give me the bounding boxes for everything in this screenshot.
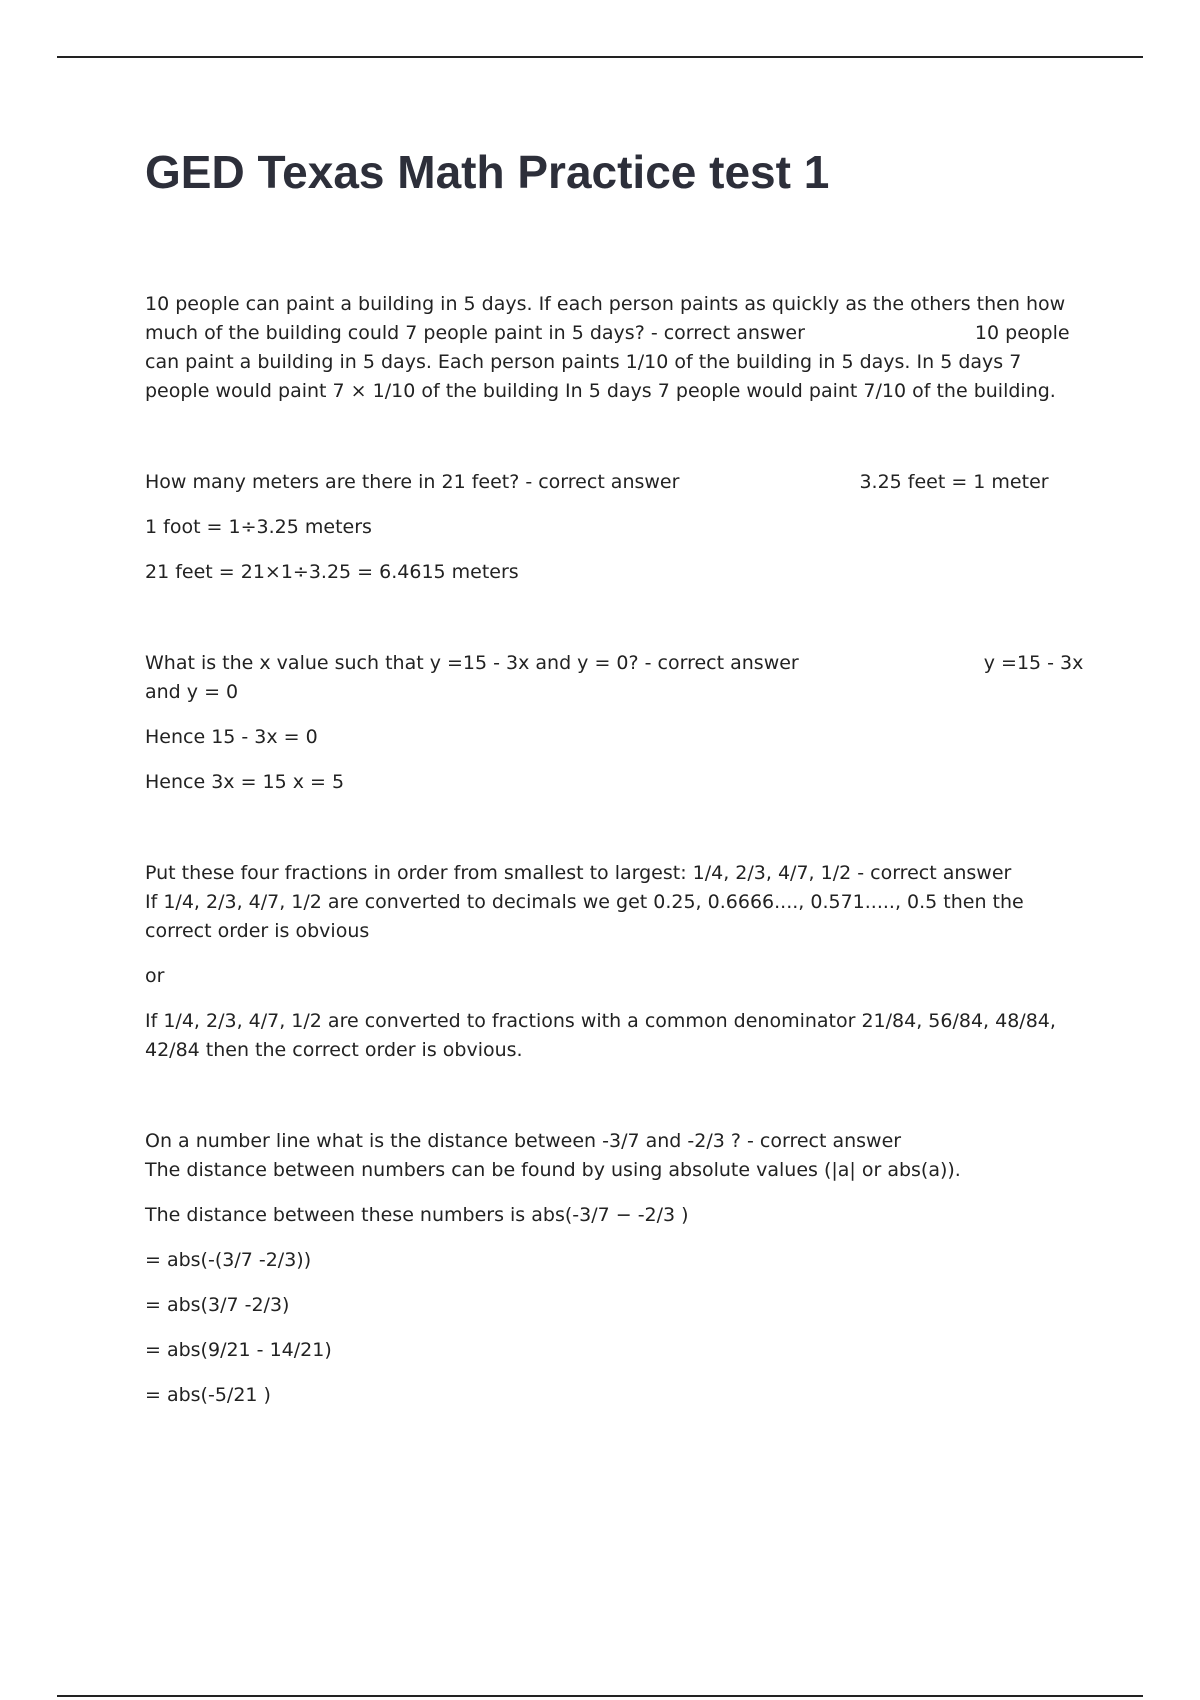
qa-block-4: [145, 859, 1085, 1065]
qa-block-1: [145, 290, 1085, 406]
answer-line: Hence 3x = 15 x = 5: [145, 771, 345, 793]
top-rule: [57, 56, 1143, 58]
answer-line: = abs(9/21 - 14/21): [145, 1339, 332, 1361]
answer-line: = abs(-(3/7 -2/3)): [145, 1249, 312, 1271]
answer-line: 1 foot = 1÷3.25 meters: [145, 516, 372, 538]
answer-text: 10 people can paint a building in 5 days. Each person paints 1/10 of the building in 5 days. In 5 days 7 people would paint 7 × 1/10 of the building In 5 days 7 people would paint 7/10 of the building.: [145, 322, 1070, 402]
question-text: Put these four fractions in order from smallest to largest: 1/4, 2/3, 4/7, 1/2 - correct answer: [145, 862, 1012, 884]
question-text: How many meters are there in 21 feet? - correct answer: [145, 471, 680, 493]
answer-line: The distance between these numbers is abs(-3/7 − -2/3 ): [145, 1204, 689, 1226]
answer-line: If 1/4, 2/3, 4/7, 1/2 are converted to fractions with a common denominator 21/84, 56/84, 48/84, 42/84 then the correct order is obvious.: [145, 1010, 1056, 1061]
question-text: On a number line what is the distance between -3/7 and -2/3 ? - correct answer: [145, 1130, 902, 1152]
qa-block-2: [145, 468, 1085, 587]
answer-text: The distance between numbers can be found by using absolute values (|a| or abs(a)).: [145, 1159, 961, 1181]
qa-paragraph: [145, 649, 1085, 707]
qa-block-3: [145, 649, 1085, 797]
answer-text: 3.25 feet = 1 meter: [859, 471, 1049, 493]
document-body: [145, 290, 1085, 1472]
question-text: What is the x value such that y =15 - 3x and y = 0? - correct answer: [145, 652, 799, 674]
answer-line: Hence 15 - 3x = 0: [145, 726, 318, 748]
qa-paragraph: [145, 290, 1085, 406]
answer-line: 21 feet = 21×1÷3.25 = 6.4615 meters: [145, 561, 519, 583]
qa-block-5: [145, 1127, 1085, 1410]
bottom-rule: [57, 1695, 1143, 1697]
answer-text: If 1/4, 2/3, 4/7, 1/2 are converted to decimals we get 0.25, 0.6666...., 0.571....., 0.5 then the correct order is obvious: [145, 891, 1024, 942]
qa-paragraph: [145, 468, 1085, 497]
answer-line: = abs(-5/21 ): [145, 1384, 271, 1406]
answer-text: y =15 - 3x and y = 0: [145, 652, 1084, 703]
page-title: GED Texas Math Practice test 1: [145, 146, 830, 198]
qa-paragraph: [145, 1127, 1085, 1185]
answer-line: = abs(3/7 -2/3): [145, 1294, 290, 1316]
qa-paragraph: [145, 859, 1085, 946]
question-text: 10 people can paint a building in 5 days. If each person paints as quickly as the others then how much of the building could 7 people paint in 5 days? - correct answer: [145, 293, 1066, 344]
answer-line: or: [145, 965, 165, 987]
